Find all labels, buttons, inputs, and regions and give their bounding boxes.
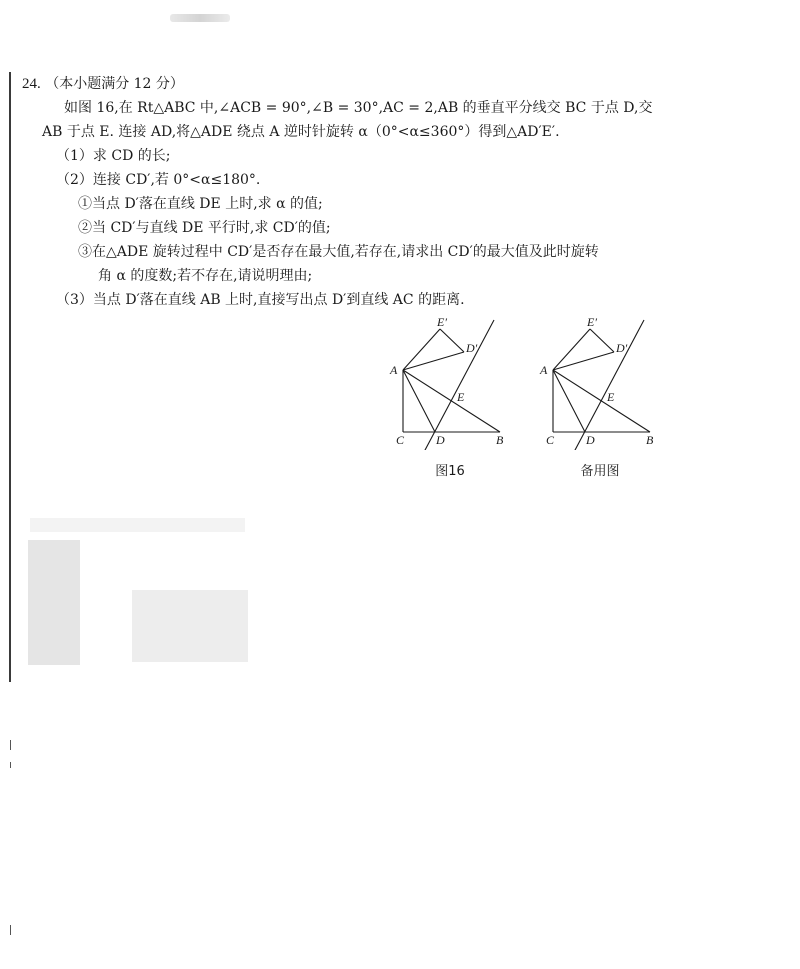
- label-B: B: [646, 433, 654, 447]
- scan-artifact: [132, 590, 248, 662]
- margin-mark: [10, 762, 11, 768]
- segment-AD-prime: [403, 352, 464, 370]
- segment-E-prime-D-prime: [440, 329, 464, 352]
- part-2-sub-3-cont: 角 α 的度数;若不存在,请说明理由;: [98, 268, 313, 284]
- margin-mark: [10, 740, 11, 750]
- label-A: A: [390, 363, 398, 377]
- label-E-prime: E′: [587, 315, 597, 329]
- label-D-prime: D′: [466, 341, 478, 355]
- part-1: （1）求 CD 的长;: [56, 148, 171, 164]
- problem-24: [22, 72, 682, 312]
- label-B: B: [496, 433, 504, 447]
- label-D-prime: D′: [616, 341, 628, 355]
- segment-AD: [403, 370, 435, 432]
- segment-E-prime-D-prime: [590, 329, 614, 352]
- part-2-sub-2: ②当 CD′与直线 DE 平行时,求 CD′的值;: [78, 220, 331, 236]
- segment-AE-prime: [403, 329, 440, 370]
- part-2: （2）连接 CD′,若 0°<α≤180°.: [56, 172, 261, 188]
- backup-figure-caption: 备用图: [580, 464, 620, 479]
- scan-artifact: [30, 518, 245, 532]
- label-A: A: [540, 363, 548, 377]
- geometry-diagram: [535, 310, 675, 450]
- stem-line: AB 于点 E. 连接 AD,将△ADE 绕点 A 逆时针旋转 α（0°<α≤360°）得到△AD′E′.: [42, 124, 560, 140]
- scan-artifact: [28, 540, 80, 665]
- figure-16-caption: 图16: [435, 464, 465, 479]
- figure-16: [385, 310, 525, 450]
- segment-AD-prime: [553, 352, 614, 370]
- part-2-sub-3: ③在△ADE 旋转过程中 CD′是否存在最大值,若存在,请求出 CD′的最大值及此时旋转: [78, 244, 599, 260]
- label-C: C: [396, 433, 405, 447]
- label-E: E: [607, 390, 615, 404]
- part-2-sub-1: ①当点 D′落在直线 DE 上时,求 α 的值;: [78, 196, 323, 212]
- segment-AD: [553, 370, 585, 432]
- label-E-prime: E′: [437, 315, 447, 329]
- backup-figure: [535, 310, 675, 450]
- scan-smudge: [170, 14, 230, 22]
- problem-header: [22, 72, 682, 96]
- score-note: （本小题满分 12 分）: [45, 76, 184, 92]
- label-E: E: [457, 390, 465, 404]
- stem-line: 如图 16,在 Rt△ABC 中,∠ACB = 90°,∠B = 30°,AC = 2,AB 的垂直平分线交 BC 于点 D,交: [64, 100, 653, 116]
- label-D: D: [436, 433, 445, 447]
- segment-AE-prime: [553, 329, 590, 370]
- part-3: （3）当点 D′落在直线 AB 上时,直接写出点 D′到直线 AC 的距离.: [56, 292, 465, 308]
- margin-mark: [10, 925, 11, 935]
- label-D: D: [586, 433, 595, 447]
- geometry-diagram: [385, 310, 525, 450]
- question-number: 24.: [22, 76, 41, 92]
- label-C: C: [546, 433, 555, 447]
- margin-rule: [9, 72, 11, 682]
